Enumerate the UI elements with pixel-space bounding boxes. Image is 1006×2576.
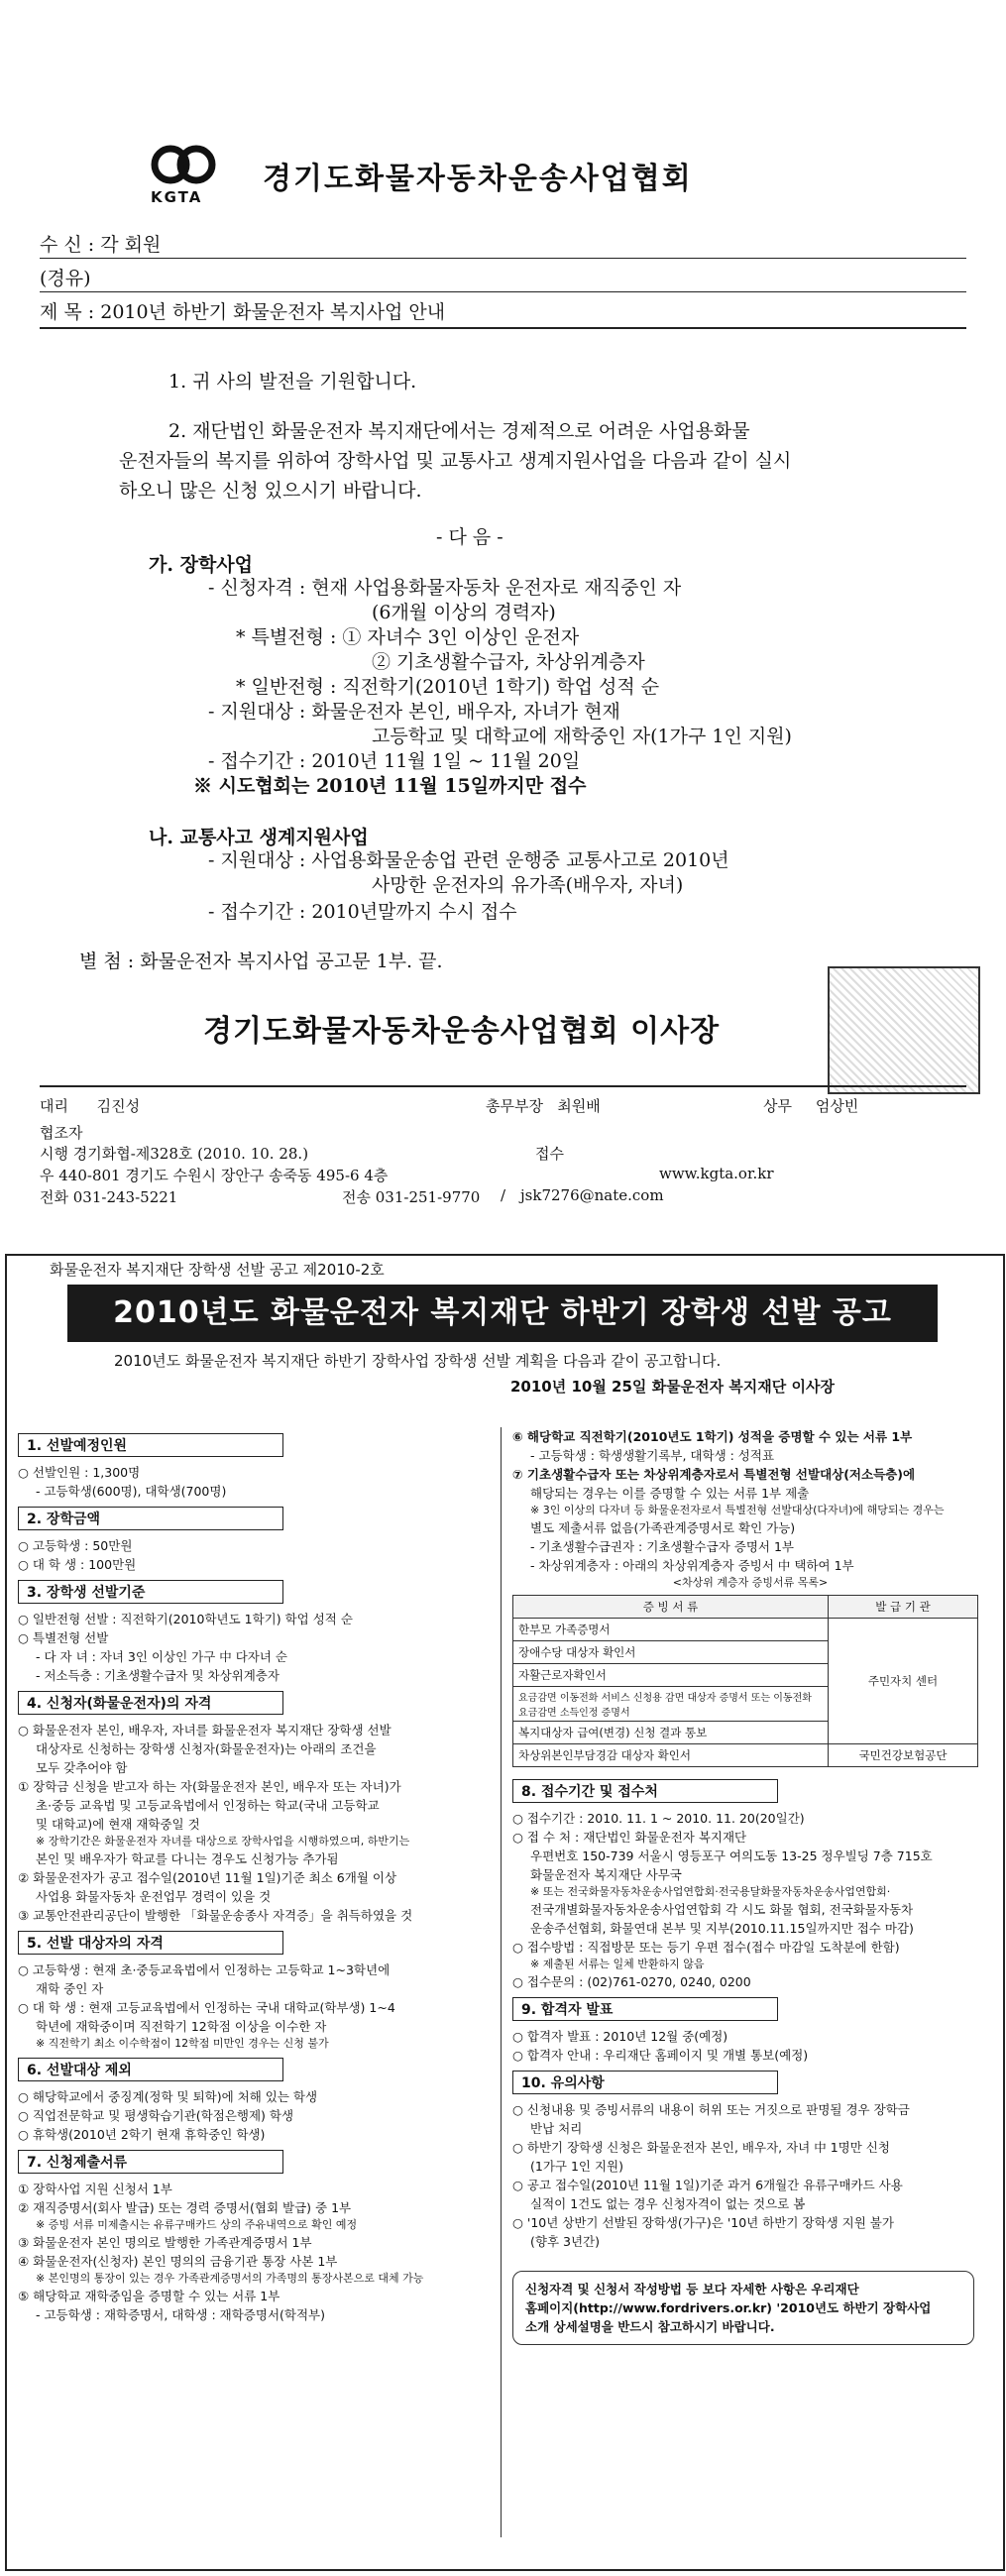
notice-line: 별도 제출서류 없음(가족관계증명서로 확인 가능)	[530, 1520, 796, 1535]
notice-line: 재학 중인 자	[36, 1981, 104, 1996]
required-docs-continued	[512, 1427, 988, 1575]
right-sections	[512, 1773, 988, 2251]
notice-line: ○ 선발인원 : 1,300명	[18, 1465, 141, 1480]
approver-name: 김진성	[96, 1097, 141, 1115]
approver-1	[40, 1095, 140, 1116]
info-line: 신청자격 및 신청서 작성방법 등 보다 자세한 사항은 우리재단	[525, 2282, 859, 2296]
paragraph-2-line-2: 운전자들의 복지를 위하여 장학사업 및 교통사고 생계지원사업을 다음과 같이 실시	[119, 450, 792, 472]
paragraph-2-line-3: 하오니 많은 신청 있으시기 바랍니다.	[119, 480, 422, 502]
notice-line: (1가구 1인 지원)	[530, 2159, 623, 2174]
approver-name: 엄상빈	[815, 1097, 859, 1115]
notice-line: ○ 화물운전자 본인, 배우자, 자녀를 화물운전자 복지재단 장학생 선발	[18, 1723, 391, 1737]
approver-role: 총무부장	[486, 1097, 543, 1115]
notice-line: - 고등학생(600명), 대학생(700명)	[36, 1484, 227, 1499]
notice-line: ② 재직증명서(회사 발급) 또는 경력 증명서(협회 발급) 중 1부	[18, 2200, 352, 2215]
document-number: 시행 경기화협-제328호 (2010. 10. 28.)	[40, 1145, 309, 1163]
next-heading: - 다 음 -	[436, 526, 503, 548]
closing-signature: 경기도화물자동차운송사업협회 이사장	[203, 1014, 721, 1049]
info-line: 소개 상세설명을 반드시 참고하시기 바랍니다.	[525, 2319, 775, 2334]
recipient-line	[40, 230, 161, 257]
subject-line	[40, 297, 445, 324]
section-a-notice: ※ 시도협회는 2010년 11월 15일까지만 접수	[193, 775, 587, 797]
notice-right-column	[512, 1427, 988, 2345]
notice-line: - 고등학생 : 재학증명서, 대학생 : 재학증명서(학적부)	[36, 2307, 326, 2322]
table-caption: <차상위 계층자 증빙서류 목록>	[672, 1576, 829, 1589]
table-cell: 장애수당 대상자 확인서	[513, 1641, 829, 1664]
notice-line: ○ 접 수 처 : 재단법인 화물운전자 복지재단	[512, 1830, 747, 1845]
section-a-line: * 특별전형 : ① 자녀수 3인 이상인 운전자	[236, 626, 580, 648]
notice-line: ○ '10년 상반기 선발된 장학생(가구)은 '10년 하반기 장학생 지원 불가	[512, 2215, 894, 2230]
notice-line: - 저소득층 : 기초생활수급자 및 차상위계층자	[36, 1668, 279, 1683]
notice-line: ○ 대 학 생 : 100만원	[18, 1557, 137, 1572]
notice-line: ○ 휴학생(2010년 2학기 현재 휴학중인 학생)	[18, 2127, 266, 2142]
notice-line: ④ 화물운전자(신청자) 본인 명의의 금융기관 통장 사본 1부	[18, 2254, 338, 2269]
approver-name: 최원배	[557, 1097, 601, 1115]
divider	[40, 1085, 966, 1087]
notice-line: 우편번호 150-739 서울시 영등포구 여의도동 13-25 정우빌딩 7층 715호	[530, 1848, 933, 1863]
notice-line: ③ 화물운전자 본인 명의로 발행한 가족관계증명서 1부	[18, 2235, 312, 2250]
notice-line: ⑦ 기초생활수급자 또는 차상위계층자로서 특별전형 선발대상(저소득층)에	[512, 1467, 916, 1482]
section-b-line: - 지원대상 : 사업용화물운송업 관련 운행중 교통사고로 2010년	[208, 849, 729, 871]
notice-line: 전국개별화물자동차운송사업연합회 각 시도 화물 협회, 전국화물자동차	[530, 1902, 914, 1917]
notice-section-heading: 1. 선발예정인원	[18, 1433, 283, 1457]
notice-line: - 기초생활수급권자 : 기초생활수급자 증명서 1부	[530, 1539, 794, 1554]
section-a-line: (6개월 이상의 경력자)	[372, 602, 556, 623]
notice-line: 반납 처리	[530, 2121, 583, 2136]
notice-intro: 2010년도 화물운전자 복지재단 하반기 장학사업 장학생 선발 계획을 다음과 같이 공고합니다.	[114, 1352, 722, 1370]
notice-line: ※ 3인 이상의 다자녀 등 화물운전자로서 특별전형 선발대상(다자녀)에 해당되는 경우는	[530, 1504, 945, 1516]
notice-line: ※ 본인명의 통장이 있는 경우 가족관계증명서의 가족명의 통장사본으로 대체 가능	[36, 2272, 424, 2285]
notice-line: 화물운전자 복지재단 사무국	[530, 1867, 682, 1882]
table-cell-issuer: 국민건강보험공단	[829, 1744, 978, 1767]
notice-section-heading: 7. 신청제출서류	[18, 2150, 283, 2174]
section-a-line: ② 기초생활수급자, 차상위계층자	[372, 651, 645, 673]
notice-line: (향후 3년간)	[530, 2234, 600, 2249]
notice-line: ③ 교통안전관리공단이 발행한 「화물운송종사 자격증」을 취득하였을 것	[18, 1908, 413, 1923]
table-row	[513, 1619, 978, 1641]
notice-line: 실적이 1건도 없는 경우 신청자격이 없는 것으로 봄	[530, 2196, 806, 2211]
table-cell: 자활근로자확인서	[513, 1664, 829, 1687]
notice-line: ⑤ 해당학교 재학중임을 증명할 수 있는 서류 1부	[18, 2289, 280, 2303]
table-cell: 차상위본인부담경감 대상자 확인서	[513, 1744, 829, 1767]
table-header-row	[513, 1596, 978, 1619]
attachment-label: 별 첨 :	[79, 951, 135, 972]
notice-banner: 2010년도 화물운전자 복지재단 하반기 장학생 선발 공고	[67, 1285, 938, 1342]
table-cell-issuer: 주민자치 센터	[829, 1619, 978, 1744]
divider	[40, 291, 966, 292]
slash: /	[501, 1186, 506, 1204]
org-name: 경기도화물자동차운송사업협회	[263, 162, 693, 196]
section-b-line: - 접수기간 : 2010년말까지 수시 접수	[208, 901, 517, 923]
attachment-line	[79, 947, 443, 976]
notice-left-column	[18, 1427, 494, 2324]
notice-line: ※ 제출된 서류는 일체 반환하지 않음	[530, 1958, 705, 1970]
divider	[40, 258, 966, 259]
notice-line: ○ 공고 접수일(2010년 11월 1일)기준 과거 6개월간 유류구매카드 사용	[512, 2178, 903, 2192]
attachment-value: 화물운전자 복지사업 공고문 1부. 끝.	[140, 951, 443, 972]
paragraph-2-line-1: 2. 재단법인 화물운전자 복지재단에서는 경제적으로 어려운 사업용화물	[168, 420, 750, 442]
section-a-line: * 일반전형 : 직전학기(2010년 1학기) 학업 성적 순	[236, 676, 660, 698]
subject-value: 2010년 하반기 화물운전자 복지사업 안내	[100, 301, 446, 323]
paragraph-1: 1. 귀 사의 발전을 기원합니다.	[168, 371, 417, 392]
notice-line: ○ 합격자 발표 : 2010년 12월 중(예정)	[512, 2029, 728, 2044]
notice-line: ○ 직업전문학교 및 평생학습기관(학점은행제) 학생	[18, 2108, 294, 2123]
proof-documents-table	[512, 1595, 978, 1767]
notice-section-heading: 5. 선발 대상자의 자격	[18, 1931, 283, 1955]
notice-line: - 다 자 녀 : 자녀 3인 이상인 가구 中 다자녀 순	[36, 1649, 288, 1664]
notice-section-heading: 6. 선발대상 제외	[18, 2058, 283, 2081]
address: 우 440-801 경기도 수원시 장안구 송죽동 495-6 4층	[40, 1167, 389, 1184]
notice-line: 및 대학교)에 현재 재학중일 것	[36, 1817, 200, 1832]
section-a-line: 고등학교 및 대학교에 재학중인 자(1가구 1인 지원)	[372, 726, 792, 747]
notice-line: - 고등학생 : 학생생활기록부, 대학생 : 성적표	[530, 1448, 775, 1463]
table-cell: 복지대상자 급여(변경) 신청 결과 통보	[513, 1722, 829, 1744]
notice-line: ○ 일반전형 선발 : 직전학기(2010학년도 1학기) 학업 성적 순	[18, 1612, 353, 1626]
section-b-line: 사망한 운전자의 유가족(배우자, 자녀)	[372, 874, 684, 896]
notice-section-heading: 8. 접수기간 및 접수처	[512, 1779, 778, 1803]
subject-label: 제 목 :	[40, 301, 95, 323]
notice-date-signer: 2010년 10월 25일 화물운전자 복지재단 이사장	[510, 1378, 835, 1396]
notice-line: ○ 접수문의 : (02)761-0270, 0240, 0200	[512, 1974, 751, 1989]
approver-role: 상무	[763, 1097, 792, 1115]
approver-3	[763, 1095, 858, 1116]
table-row	[513, 1744, 978, 1767]
kgta-logo	[139, 139, 228, 208]
section-a-line: - 지원대상 : 화물운전자 본인, 배우자, 자녀가 현재	[208, 701, 620, 723]
notice-line: 본인 및 배우자가 학교를 다니는 경우도 신청가능 추가됨	[36, 1851, 339, 1866]
notice-line: ① 장학금 신청을 받고자 하는 자(화물운전자 본인, 배우자 또는 자녀)가	[18, 1779, 401, 1794]
notice-line: 모두 갖추어야 함	[36, 1760, 128, 1775]
notice-line: ○ 특별전형 선발	[18, 1630, 109, 1645]
notice-line: 초·중등 교육법 및 고등교육법에서 인정하는 학교(국내 고등학교	[36, 1798, 380, 1813]
notice-line: 대상자로 신청하는 장학생 신청자(화물운전자)는 아래의 조건을	[36, 1741, 377, 1756]
notice-line: ○ 접수기간 : 2010. 11. 1 ~ 2010. 11. 20(20일간)	[512, 1811, 805, 1826]
section-a-line: - 접수기간 : 2010년 11월 1일 ~ 11월 20일	[208, 750, 581, 772]
notice-line: ○ 고등학생 : 현재 초·중등교육법에서 인정하는 고등학교 1~3학년에	[18, 1962, 391, 1977]
official-letter	[0, 0, 1006, 1229]
notice-line: ② 화물운전자가 공고 접수일(2010년 11월 1일)기준 최소 6개월 이상	[18, 1870, 397, 1885]
divider	[40, 327, 966, 329]
notice-section-heading: 10. 유의사항	[512, 2071, 778, 2094]
notice-line: ○ 고등학생 : 50만원	[18, 1538, 133, 1553]
notice-line: ○ 합격자 안내 : 우리재단 홈페이지 및 개별 통보(예정)	[512, 2048, 809, 2063]
section-b-title: 나. 교통사고 생계지원사업	[149, 827, 369, 848]
notice-line: - 차상위계층자 : 아래의 차상위계층자 증빙서 中 택하여 1부	[530, 1558, 854, 1573]
notice-line: ※ 직전학기 최소 이수학점이 12학점 미만인 경우는 신청 불가	[36, 2037, 329, 2050]
notice-line: ⑥ 해당학교 직전학기(2010년도 1학기) 성적을 증명할 수 있는 서류 1부	[512, 1429, 913, 1444]
cooperator-label: 협조자	[40, 1124, 83, 1142]
column-divider	[501, 1427, 502, 2537]
notice-section-heading: 3. 장학생 선발기준	[18, 1580, 283, 1604]
section-a-line: - 신청자격 : 현재 사업용화물자동차 운전자로 재직중인 자	[208, 577, 682, 599]
notice-line: ※ 또는 전국화물자동차운송사업연합회·전국용달화물자동차운송사업연합회·	[530, 1885, 891, 1898]
receive-label: 접수	[535, 1145, 564, 1163]
recipient-label: 수 신 :	[40, 234, 95, 256]
via-line: (경유)	[40, 268, 91, 289]
email: jsk7276@nate.com	[520, 1186, 664, 1204]
notice-line: 사업용 화물자동차 운전업무 경력이 있을 것	[36, 1889, 272, 1904]
fax: 전송 031-251-9770	[342, 1188, 481, 1206]
notice-section-heading: 4. 신청자(화물운전자)의 자격	[18, 1691, 283, 1715]
website: www.kgta.or.kr	[659, 1165, 774, 1182]
notice-line: ※ 증빙 서류 미제출시는 유류구매카드 상의 주유내역으로 확인 예정	[36, 2218, 358, 2231]
notice-section-heading: 9. 합격자 발표	[512, 1997, 778, 2021]
notice-line: ○ 대 학 생 : 현재 고등교육법에서 인정하는 국내 대학교(학부생) 1~4	[18, 2000, 395, 2015]
notice-line: ※ 장학기간은 화물운전자 자녀를 대상으로 장학사업을 시행하였으며, 하반기는	[36, 1835, 410, 1848]
notice-line: ○ 하반기 장학생 신청은 화물운전자 본인, 배우자, 자녀 中 1명만 신청	[512, 2140, 890, 2155]
official-seal	[828, 966, 980, 1094]
recipient-value: 각 회원	[100, 234, 162, 256]
notice-line: ○ 신청내용 및 증빙서류의 내용이 허위 또는 거짓으로 판명될 경우 장학금	[512, 2102, 910, 2117]
notice-line: ○ 해당학교에서 중징계(정학 및 퇴학)에 처해 있는 학생	[18, 2089, 318, 2104]
logo-text: KGTA	[151, 188, 203, 206]
notice-line: 운송주선협회, 화물연대 본부 및 지부(2010.11.15일까지만 접수 마감)	[530, 1921, 914, 1936]
phone: 전화 031-243-5221	[40, 1188, 178, 1206]
info-line: 홈페이지(http://www.fordrivers.or.kr) '2010년도 하반기 장학사업	[525, 2300, 932, 2315]
approver-2	[486, 1095, 601, 1116]
info-box	[512, 2271, 974, 2345]
notice-line: ① 장학사업 지원 신청서 1부	[18, 2182, 172, 2196]
notice-section-heading: 2. 장학금액	[18, 1507, 283, 1530]
table-cell: 요금감면 이동전화 서비스 신청용 감면 대상자 증명서 또는 이동전화 요금감면 소득인정 증명서	[513, 1687, 829, 1722]
notice-line: 학년에 재학중이며 직전학기 12학점 이상을 이수한 자	[36, 2019, 327, 2034]
table-cell: 한부모 가족증명서	[513, 1619, 829, 1641]
table-header-issuer: 발 급 기 관	[829, 1596, 978, 1619]
notice-line: ○ 접수방법 : 직접방문 또는 등기 우편 접수(접수 마감일 도착분에 한함)	[512, 1940, 900, 1955]
notice-number: 화물운전자 복지재단 장학생 선발 공고 제2010-2호	[50, 1261, 385, 1279]
notice-line: 해당되는 경우는 이를 증명할 수 있는 서류 1부 제출	[530, 1486, 810, 1501]
section-a-title: 가. 장학사업	[149, 554, 253, 576]
approver-role: 대리	[40, 1097, 68, 1115]
table-header-doc: 증 빙 서 류	[513, 1596, 829, 1619]
